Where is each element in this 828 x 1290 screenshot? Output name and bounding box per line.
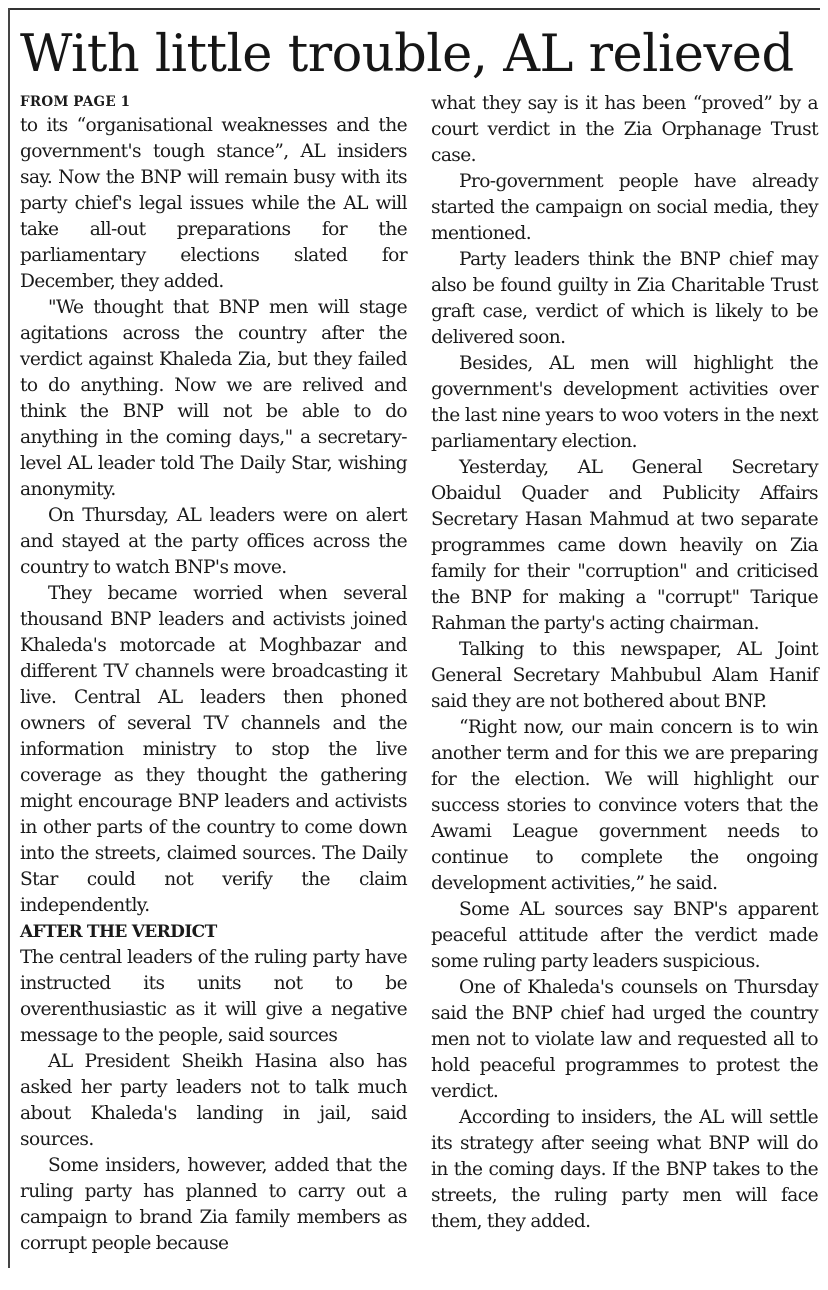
paragraph: Pro-government people have already started the campaign on social media, they mentioned. (431, 171, 818, 244)
paragraph: “Right now, our main concern is to win another term and for this we are preparing for the election. We will highlight our success stories to convince voters that the Awami League government needs to continue to complete the ongoing development activities,” he said. (431, 717, 818, 894)
column-rule (8, 8, 10, 1268)
paragraph: Yesterday, AL General Secretary Obaidul Quader and Publicity Affairs Secretary Hasan Mahmud at two separate programmes came down heavily on Zia family for their "corruption" and criticised the BNP for making a "corrupt" Tarique Rahman the party's acting chairman. (431, 457, 818, 634)
paragraph: The central leaders of the ruling party have instructed its units not to be overenthusiastic as it will give a negative message to the people, said sources (20, 947, 407, 1046)
paragraph: AL President Sheikh Hasina also has asked her party leaders not to talk much about Khaleda's landing in jail, said sources. (20, 1051, 407, 1150)
paragraph: They became worried when several thousand BNP leaders and activists joined Khaleda's motorcade at Moghbazar and different TV channels were broadcasting it live. Central AL leaders then phoned owners of several TV channels and the information ministry to stop the live coverage as they thought the gathering might encourage BNP leaders and activists in other parts of the country to come down into the streets, claimed sources. The Daily Star could not verify the claim independently. (20, 583, 407, 916)
paragraph: Besides, AL men will highlight the government's development activities over the last nine years to woo voters in the next parliamentary election. (431, 353, 818, 452)
right-column (431, 91, 818, 1235)
paragraph: Talking to this newspaper, AL Joint General Secretary Mahbubul Alam Hanif said they are not bothered about BNP. (431, 639, 818, 712)
paragraph: Some AL sources say BNP's apparent peaceful attitude after the verdict made some ruling party leaders suspicious. (431, 899, 818, 972)
paragraph: to its “organisational weaknesses and the government's tough stance”, AL insiders say. Now the BNP will remain busy with its party chief's legal issues while the AL will take all-out preparations for the parliamentary elections slated for December, they added. (20, 115, 407, 292)
subhead: AFTER THE VERDICT (20, 922, 217, 942)
left-column (20, 91, 407, 1257)
paragraph: what they say is it has been “proved” by a court verdict in the Zia Orphanage Trust case. (431, 93, 818, 166)
paragraph: Some insiders, however, added that the ruling party has planned to carry out a campaign to brand Zia family members as corrupt people because (20, 1155, 407, 1254)
paragraph: "We thought that BNP men will stage agitations across the country after the verdict against Khaleda Zia, but they failed to do anything. Now we are relived and think the BNP will not be able to do anything in the coming days," a secretary-level AL leader told The Daily Star, wishing anonymity. (20, 297, 407, 500)
paragraph: One of Khaleda's counsels on Thursday said the BNP chief had urged the country men not to violate law and requested all to hold peaceful programmes to protest the verdict. (431, 977, 818, 1102)
top-rule (8, 8, 820, 10)
paragraph: Party leaders think the BNP chief may also be found guilty in Zia Charitable Trust graft case, verdict of which is likely to be delivered soon. (431, 249, 818, 348)
paragraph: According to insiders, the AL will settle its strategy after seeing what BNP will do in the coming days. If the BNP takes to the streets, the ruling party men will face them, they added. (431, 1107, 818, 1232)
kicker: FROM PAGE 1 (20, 94, 131, 110)
headline: With little trouble, AL relieved (20, 25, 794, 84)
paragraph: On Thursday, AL leaders were on alert and stayed at the party offices across the country to watch BNP's move. (20, 505, 407, 578)
